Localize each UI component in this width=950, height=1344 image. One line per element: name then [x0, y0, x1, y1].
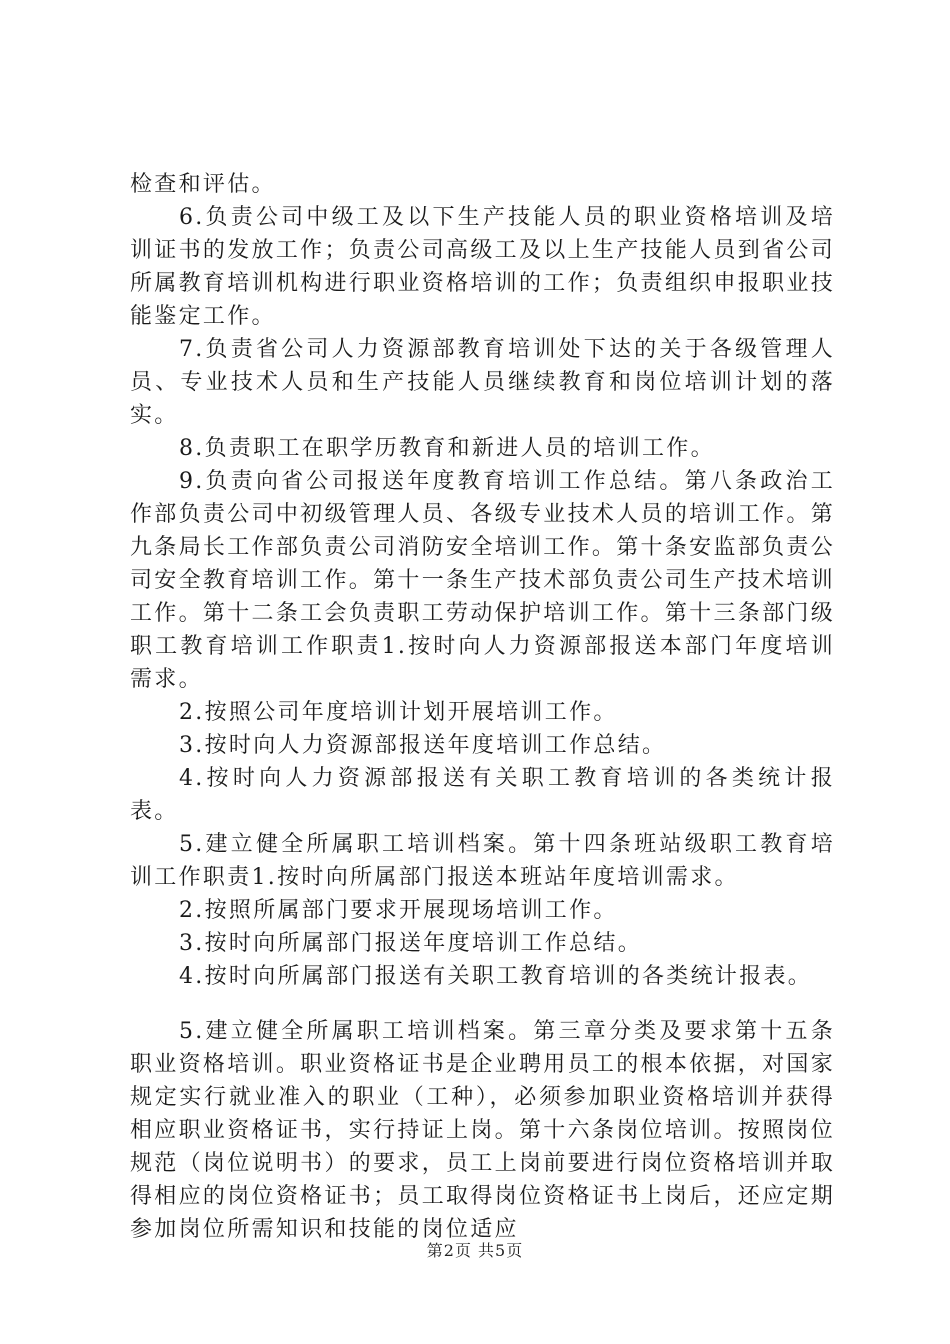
paragraph-dept-item-4: 4.按时向人力资源部报送有关职工教育培训的各类统计报表。: [130, 766, 835, 824]
paragraph-item-9: 9.负责向省公司报送年度教育培训工作总结。第八条政治工作部负责公司中初级管理人员、各级专业技术人员的培训工作。第九条局长工作部负责公司消防安全培训工作。第十条安监部负责公司安全教育培训工作。第十一条生产技术部负责公司生产技术培训工作。第十二条工会负责职工劳动保护培训工作。第十三条部门级职工教育培训工作职责1.按时向人力资源部报送本部门年度培训需求。: [130, 469, 835, 692]
paragraph-item-6: 6.负责公司中级工及以下生产技能人员的职业资格培训及培训证书的发放工作；负责公司高级工及以上生产技能人员到省公司所属教育培训机构进行职业资格培训的工作；负责组织申报职业技能鉴定工作。: [130, 205, 835, 329]
paragraph-continuation: 检查和评估。: [130, 172, 276, 197]
paragraph-team-item-5: 5.建立健全所属职工培训档案。第三章分类及要求第十五条职业资格培训。职业资格证书是企业聘用员工的根本依据，对国家规定实行就业准入的职业（工种），必须参加职业资格培训并获得相应职业资格证书，实行持证上岗。第十六条岗位培训。按照岗位规范（岗位说明书）的要求，员工上岗前要进行岗位资格培训并取得相应的岗位资格证书；员工取得岗位资格证书上岗后，还应定期参加岗位所需知识和技能的岗位适应: [130, 1019, 835, 1242]
page-indicator: 第2页 共5页: [426, 1241, 524, 1260]
paragraph-dept-item-5: 5.建立健全所属职工培训档案。第十四条班站级职工教育培训工作职责1.按时向所属部门报送本班站年度培训需求。: [130, 832, 835, 890]
paragraph-item-7: 7.负责省公司人力资源部教育培训处下达的关于各级管理人员、专业技术人员和生产技能人员继续教育和岗位培训计划的落实。: [130, 337, 835, 428]
paragraph-team-item-4: 4.按时向所属部门报送有关职工教育培训的各类统计报表。: [179, 964, 813, 989]
paragraph-team-item-3: 3.按时向所属部门报送年度培训工作总结。: [179, 931, 642, 956]
document-body: [130, 168, 835, 1246]
paragraph-dept-item-2: 2.按照公司年度培训计划开展培训工作。: [179, 700, 618, 725]
paragraph-dept-item-3: 3.按时向人力资源部报送年度培训工作总结。: [179, 733, 667, 758]
paragraph-item-8: 8.负责职工在职学历教育和新进人员的培训工作。: [179, 436, 715, 461]
paragraph-team-item-2: 2.按照所属部门要求开展现场培训工作。: [179, 898, 618, 923]
